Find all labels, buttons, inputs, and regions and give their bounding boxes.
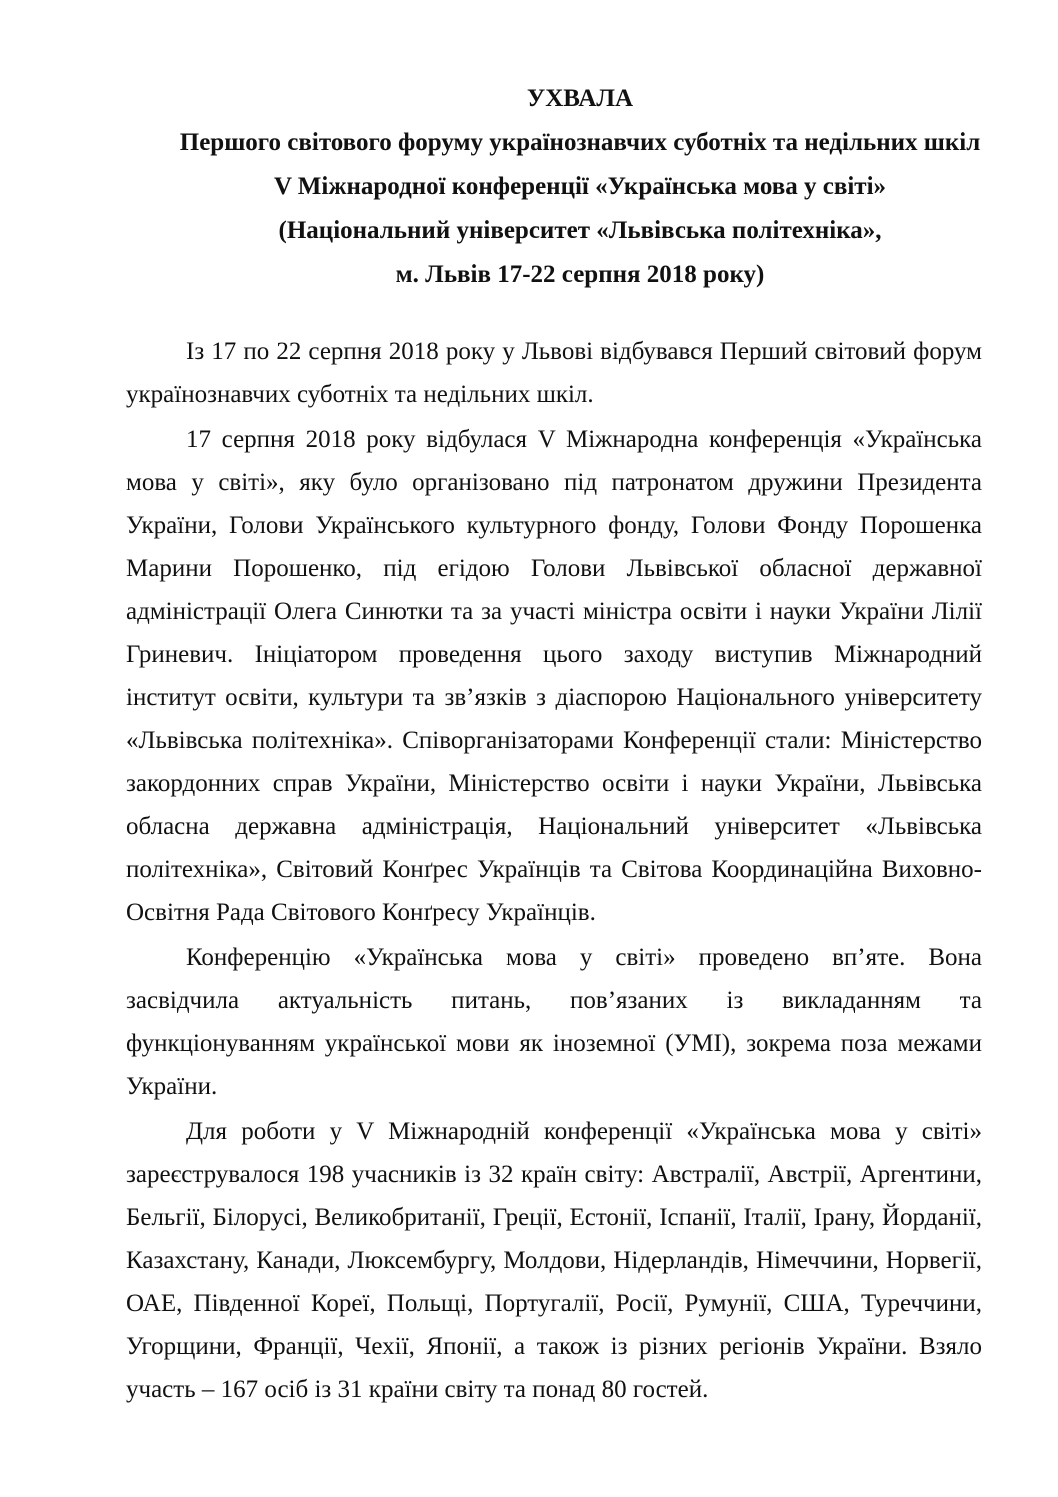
document-title: УХВАЛА: [526, 85, 634, 112]
subtitle-line-4: м. Львів 17-22 серпня 2018 року): [395, 261, 765, 288]
paragraph-conference: 17 серпня 2018 року відбулася V Міжнародна конференція «Українська мова у світі», яку було організовано під патронатом дружини Президента України, Голови Українського культурного фонду, Голови Фонду Порошенка Марини Порошенко, під егідою Голови Львівської обласної державної адміністрації Олега Синютки та за участі міністра освіти і науки України Лілії Гриневич. Ініціатором проведення цього заходу виступив Міжнародний інститут освіти, культури та зв’язків з діаспорою Національного університету «Львівська політехніка». Співорганізаторами Конференції стали: Міністерство закордонних справ України, Міністерство освіти і науки України, Львівська обласна державна адміністрація, Національний університет «Львівська політехніка», Світовий Конґрес Українців та Світова Координаційна Виховно-Освітня Рада Світового Конґресу Українців.: [126, 426, 982, 926]
paragraph-participants: Для роботи у V Міжнародній конференції «Українська мова у світі» зареєструвалося 198 учасників із 32 країн світу: Австралії, Австрії, Аргентини, Бельгії, Білорусі, Великобританії, Греції, Естонії, Іспанії, Італії, Ірану, Йорданії, Казахстану, Канади, Люксембургу, Молдови, Нідерландів, Німеччини, Норвегії, ОАЕ, Південної Кореї, Польщі, Португалії, Росії, Румунії, США, Туреччини, Угорщини, Франції, Чехії, Японії, а також із різних регіонів України. Взяло участь – 167 осіб із 31 країни світу та понад 80 гостей.: [126, 1118, 982, 1403]
paragraph-relevance: Конференцію «Українська мова у світі» проведено вп’яте. Вона засвідчила актуальність питань, пов’язаних із викладанням та функціонуванням української мови як іноземної (УМІ), зокрема поза межами України.: [126, 944, 982, 1100]
subtitle-line-1: Першого світового форуму українознавчих суботніх та недільних шкіл: [179, 129, 981, 156]
document-header: [100, 77, 1058, 297]
subtitle-line-3: (Національний університет «Львівська політехніка»,: [278, 217, 882, 244]
paragraph-intro: Із 17 по 22 серпня 2018 року у Львові відбувався Перший світовий форум українознавчих суботніх та недільних шкіл.: [126, 338, 982, 408]
subtitle-line-2: V Міжнародної конференції «Українська мова у світі»: [273, 173, 887, 200]
document-body: [126, 330, 982, 1413]
